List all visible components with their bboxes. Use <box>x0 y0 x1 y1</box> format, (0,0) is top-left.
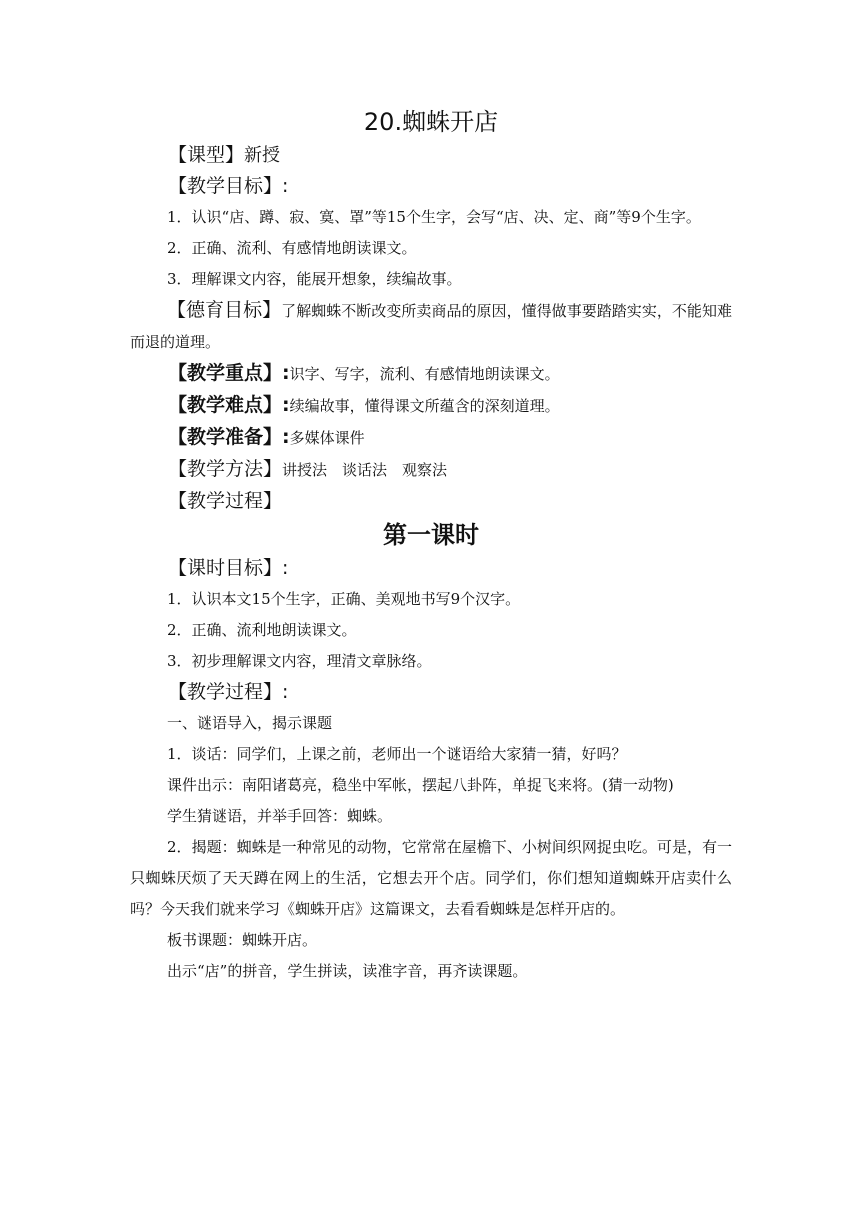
moral-goal-label: 【德育目标】 <box>167 299 282 321</box>
lesson1-goal-item: 2．正确、流利地朗读课文。 <box>167 621 357 639</box>
lesson1-paragraph: 出示“店”的拼音，学生拼读，读准字音，再齐读课题。 <box>167 962 528 980</box>
process-heading: 【教学过程】 <box>168 490 283 512</box>
lesson1-goal-item: 1．认识本文15个生字，正确、美观地书写9个汉字。 <box>167 590 521 608</box>
lesson1-paragraph: 学生猜谜语，并举手回答：蜘蛛。 <box>167 807 393 825</box>
lesson1-paragraph: 课件出示：南阳诸葛亮，稳坐中军帐，摆起八卦阵，单捉飞来将。(猜一动物) <box>167 776 674 794</box>
teaching-goals-heading: 【教学目标】: <box>168 175 289 197</box>
key-points-label: 【教学重点】: <box>168 362 290 384</box>
lesson1-paragraph: 板书课题：蜘蛛开店。 <box>167 931 318 949</box>
moral-goal-text: 了解蜘蛛不断改变所卖商品的原因，懂得做事要踏踏实实，不能知难而退的道理。 <box>130 302 732 351</box>
lesson1-goal-item: 3．初步理解课文内容，理清文章脉络。 <box>167 652 432 670</box>
lesson1-process-heading: 【教学过程】: <box>168 681 289 703</box>
lesson-type-value: 新授 <box>244 145 281 166</box>
teaching-goal-item: 3．理解课文内容，能展开想象，续编故事。 <box>167 270 462 288</box>
methods-text: 讲授法 谈话法 观察法 <box>282 461 448 479</box>
lesson-type-label: 【课型】 <box>168 144 245 166</box>
lesson1-title: 第一课时 <box>383 521 479 549</box>
teaching-goal-item: 2．正确、流利、有感情地朗读课文。 <box>167 239 417 257</box>
lesson1-paragraph: 2．揭题：蜘蛛是一种常见的动物，它常常在屋檐下、小树间织网捉虫吃。可是，有一只蜘蛛厌烦了天天蹲在网上的生活，它想去开个店。同学们，你们想知道蜘蛛开店卖什么吗？今天我们就来学习《蜘蛛开店》这篇课文，去看看蜘蛛是怎样开店的。 <box>130 838 732 918</box>
lesson1-paragraph: 一、谜语导入，揭示课题 <box>167 714 333 732</box>
teaching-goal-item: 1．认识“店、蹲、寂、寞、罩”等15个生字，会写“店、决、定、商”等9个生字。 <box>167 208 701 226</box>
difficulties-text: 续编故事，懂得课文所蕴含的深刻道理。 <box>289 397 560 415</box>
key-points-text: 识字、写字，流利、有感情地朗读课文。 <box>289 365 560 383</box>
methods-line <box>130 454 732 486</box>
moral-goal-paragraph <box>130 295 732 358</box>
lesson1-paragraph: 1．谈话：同学们，上课之前，老师出一个谜语给大家猜一猜，好吗？ <box>167 745 627 763</box>
preparation-text: 多媒体课件 <box>289 429 365 447</box>
document-title: 20.蜘蛛开店 <box>363 108 499 136</box>
preparation-line <box>130 422 732 454</box>
preparation-label: 【教学准备】: <box>168 426 290 448</box>
difficulties-line <box>130 390 732 422</box>
lesson1-goals-heading: 【课时目标】: <box>168 557 289 579</box>
key-points-line <box>130 358 732 390</box>
document-content <box>130 104 732 987</box>
difficulties-label: 【教学难点】: <box>168 394 290 416</box>
lesson-type-line <box>130 140 732 171</box>
methods-label: 【教学方法】 <box>168 458 283 480</box>
